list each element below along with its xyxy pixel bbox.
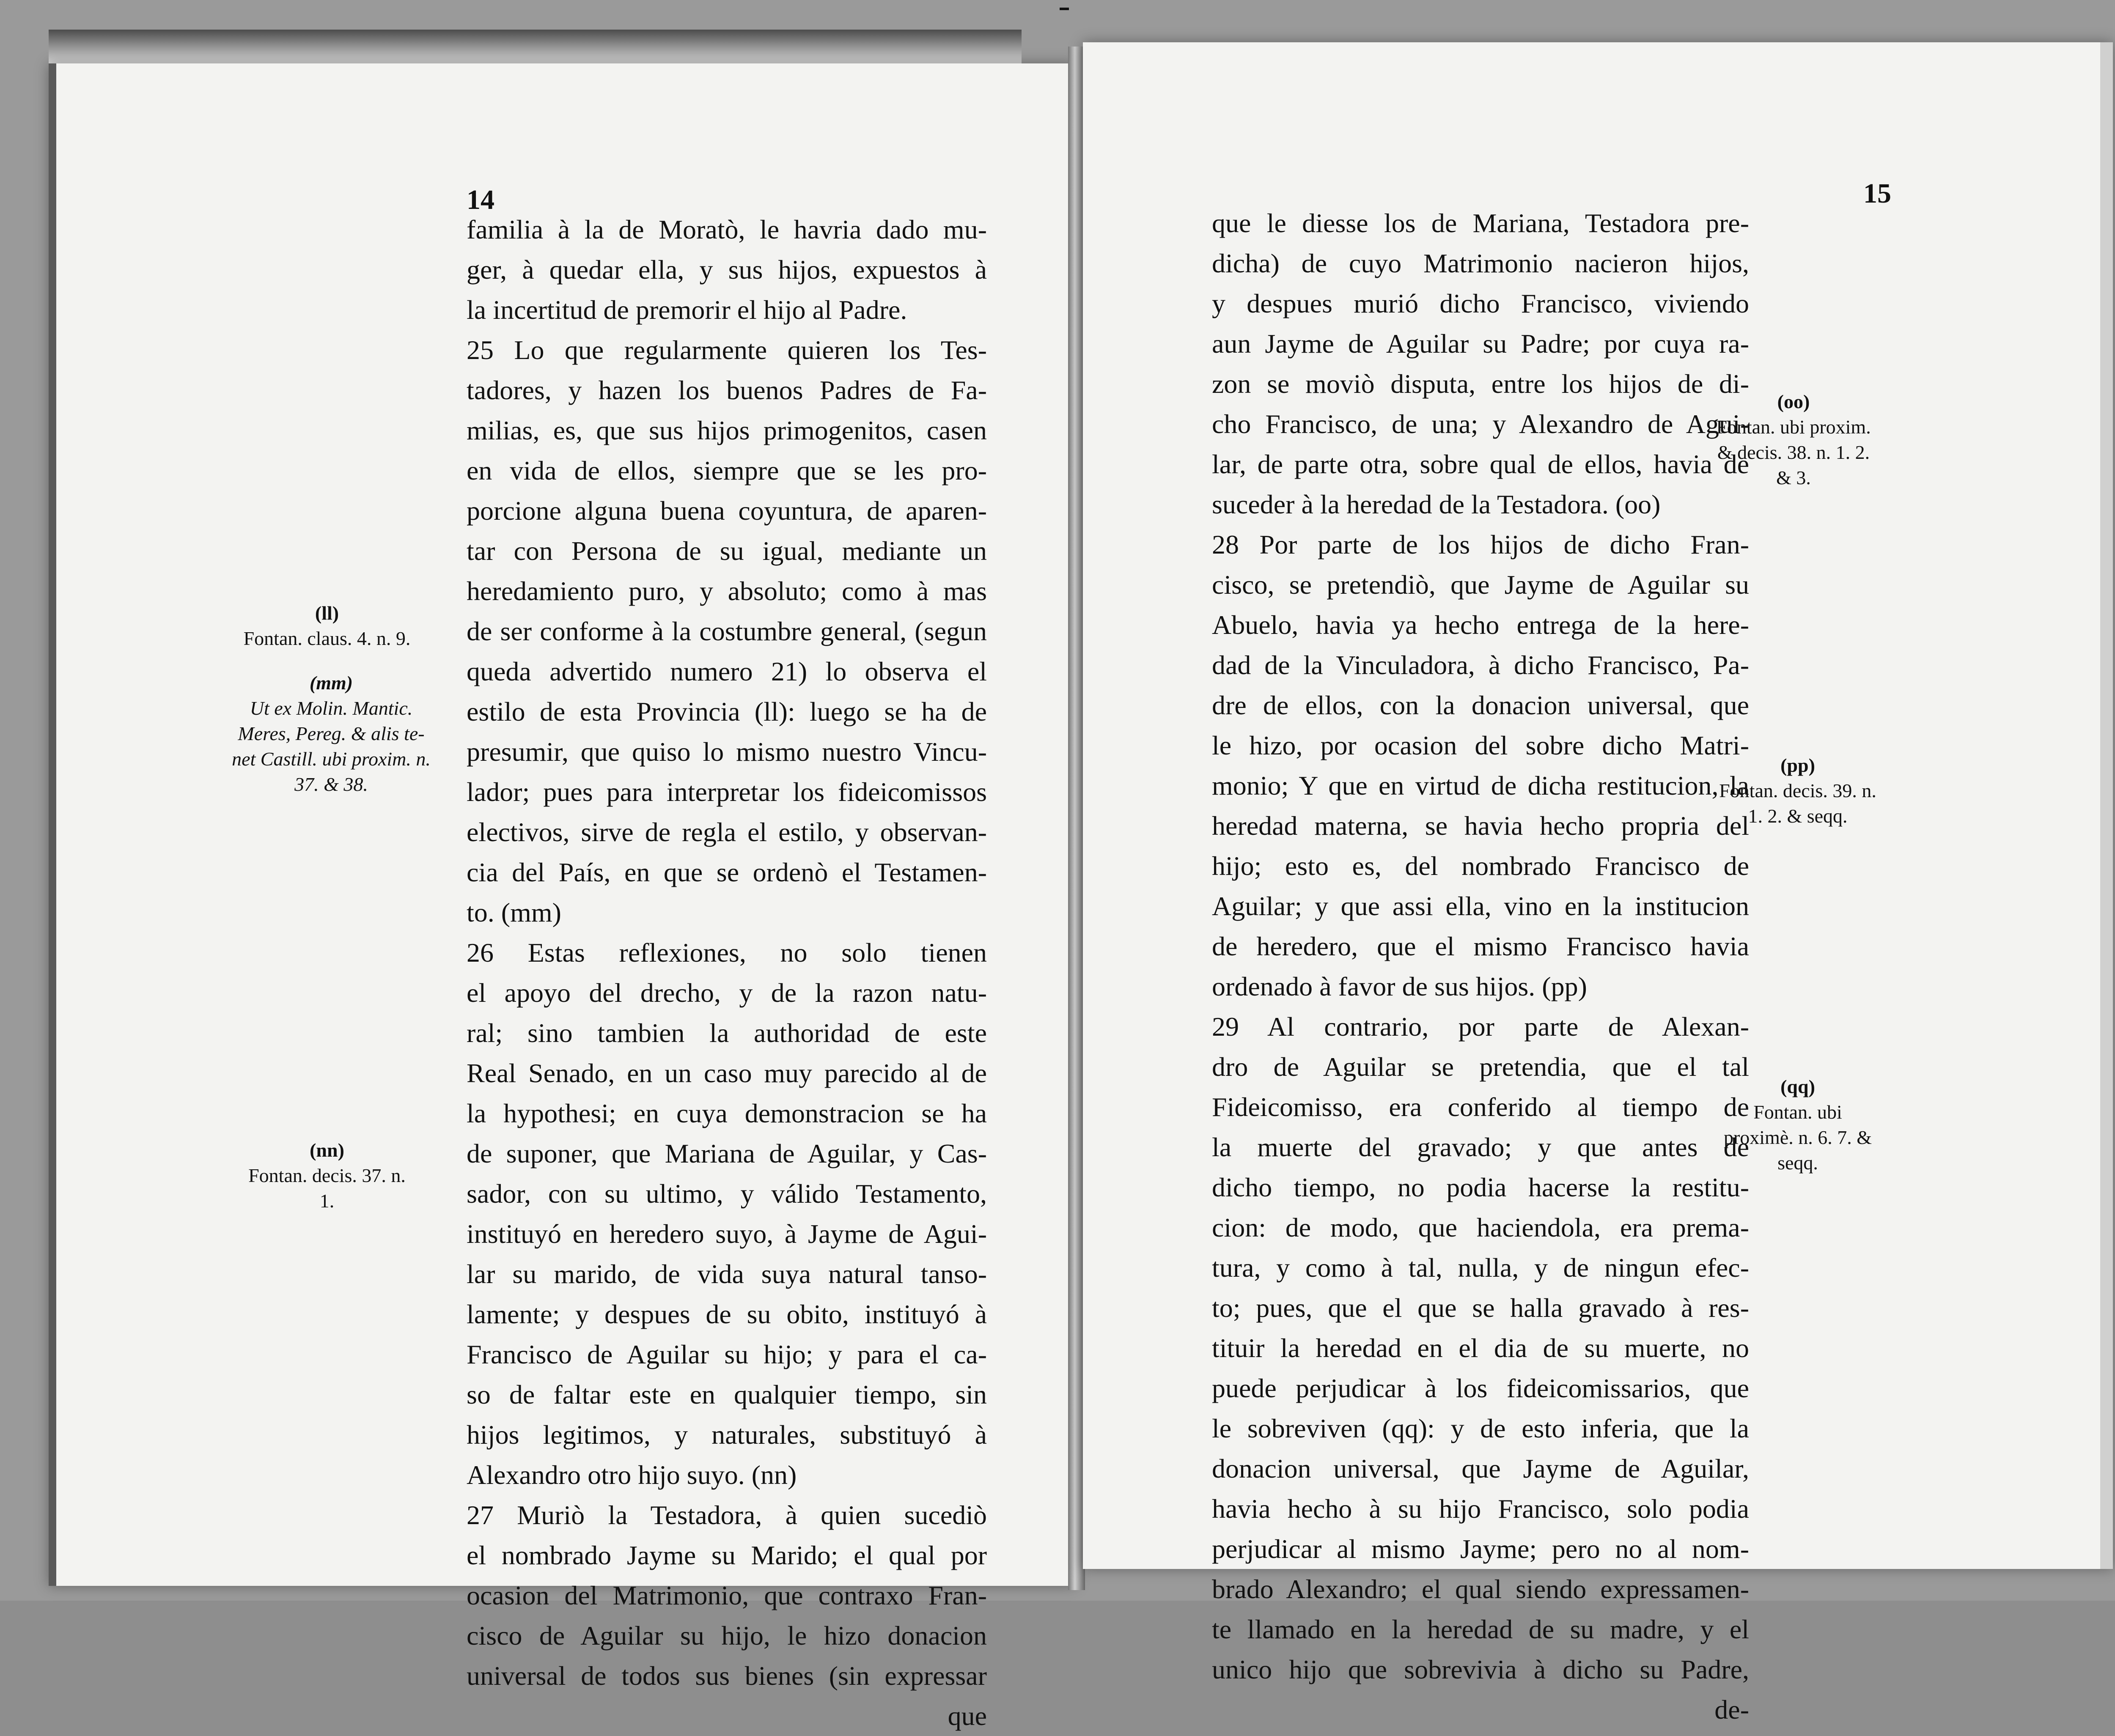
text-line: cisco, se pretendiò, que Jayme de Aguilar su xyxy=(1212,570,1749,600)
text-line: perjudicar al mismo Jayme; pero no al nom- xyxy=(1212,1534,1749,1564)
text-line: to. (mm) xyxy=(467,897,561,927)
footnote-mark: (ll) xyxy=(315,602,339,624)
text-line: lador; pues para interpretar los fideicomissos xyxy=(467,777,987,807)
footnote-ll xyxy=(242,601,412,651)
text-line: universal de todos sus bienes (sin expressar xyxy=(467,1661,987,1691)
footnote-text: Fontan. decis. 39. n. 1. 2. & seqq. xyxy=(1719,780,1876,827)
page-number: 15 xyxy=(1863,178,1891,209)
text-line: 27 Muriò la Testadora, à quien sucediò xyxy=(467,1500,987,1530)
book-gutter xyxy=(1068,47,1085,1590)
page-edge-top xyxy=(49,30,1022,63)
text-line: dicha) de cuyo Matrimonio nacieron hijos, xyxy=(1212,248,1749,278)
footnote-text: Ut ex Molin. Mantic. Meres, Pereg. & alis te- net Castill. ubi proxim. n. 37. & 38. xyxy=(232,697,431,795)
text-line: ger, à quedar ella, y sus hijos, expuestos à xyxy=(467,255,987,285)
catchword: de- xyxy=(1714,1695,1749,1725)
text-line: electivos, sirve de regla el estilo, y observan- xyxy=(467,817,987,847)
text-line: el nombrado Jayme su Marido; el qual por xyxy=(467,1540,987,1570)
text-line: monio; Y que en virtud de dicha restitucion, la xyxy=(1212,771,1749,801)
text-line: y despues murió dicho Francisco, viviendo xyxy=(1212,288,1749,318)
text-line: Aguilar; y que assi ella, vino en la institucion xyxy=(1212,891,1749,921)
text-line: de suponer, que Mariana de Aguilar, y Cas- xyxy=(467,1138,987,1168)
left-page xyxy=(49,63,1076,1731)
text-line: cho Francisco, de una; y Alexandro de Agui- xyxy=(1212,409,1749,439)
footnote-text: Fontan. ubi proxim. & decis. 38. n. 1. 2. & 3. xyxy=(1716,416,1871,488)
text-line: heredamiento puro, y absoluto; como à mas xyxy=(467,576,987,606)
text-line: milias, es, que sus hijos primogenitos, casen xyxy=(467,415,987,445)
text-line: presumir, que quiso lo mismo nuestro Vincu- xyxy=(467,737,987,767)
text-line: dad de la Vinculadora, à dicho Francisco, Pa- xyxy=(1212,650,1749,680)
footnote-qq xyxy=(1717,1074,1878,1176)
text-line: de heredero, que el mismo Francisco havia xyxy=(1212,931,1749,961)
text-line: Real Senado, en un caso muy parecido al de xyxy=(467,1058,987,1088)
text-line: aun Jayme de Aguilar su Padre; por cuya ra- xyxy=(1212,329,1749,359)
text-line: ocasion del Matrimonio, que contraxo Fran- xyxy=(467,1580,987,1610)
text-line: que le diesse los de Mariana, Testadora pre- xyxy=(1212,208,1749,238)
text-line: en vida de ellos, siempre que se les pro- xyxy=(467,455,987,485)
text-line: puede perjudicar à los fideicomissarios, que xyxy=(1212,1373,1749,1403)
text-line: queda advertido numero 21) lo observa el xyxy=(467,656,987,686)
catchword: que xyxy=(948,1701,987,1731)
text-line: 28 Por parte de los hijos de dicho Fran- xyxy=(1212,529,1749,559)
text-line: tituir la heredad en el dia de su muerte, no xyxy=(1212,1333,1749,1363)
text-line: 26 Estas reflexiones, no solo tienen xyxy=(467,938,987,968)
text-line: 25 Lo que regularmente quieren los Tes- xyxy=(467,335,987,365)
top-mark xyxy=(1060,8,1069,10)
text-line: ral; sino tambien la authoridad de este xyxy=(467,1018,987,1048)
text-line: Abuelo, havia ya hecho entrega de la here- xyxy=(1212,610,1749,640)
text-line: la muerte del gravado; y que antes de xyxy=(1212,1132,1749,1162)
text-line: to; pues, que el que se halla gravado à res- xyxy=(1212,1293,1749,1323)
text-line: so de faltar este en qualquier tiempo, sin xyxy=(467,1379,987,1410)
footnote-text: Fontan. claus. 4. n. 9. xyxy=(243,628,411,649)
text-line: la incertitud de premorir el hijo al Padre. xyxy=(467,295,907,325)
text-line: donacion universal, que Jayme de Aguilar, xyxy=(1212,1454,1749,1484)
text-line: cia del País, en que se ordenò el Testamen- xyxy=(467,857,987,887)
footnote-mm xyxy=(225,670,437,797)
text-line: dro de Aguilar se pretendia, que el tal xyxy=(1212,1052,1749,1082)
text-line: el apoyo del drecho, y de la razon natu- xyxy=(467,978,987,1008)
text-line: le hizo, por ocasion del sobre dicho Matri- xyxy=(1212,730,1749,760)
text-line: sador, con su ultimo, y válido Testamento, xyxy=(467,1179,987,1209)
text-line: heredad materna, se havia hecho propria del xyxy=(1212,811,1749,841)
text-line: havia hecho à su hijo Francisco, solo podia xyxy=(1212,1494,1749,1524)
text-line: le sobreviven (qq): y de esto inferia, que la xyxy=(1212,1413,1749,1443)
text-line: tura, y como à tal, nulla, y de ningun efec- xyxy=(1212,1253,1749,1283)
right-text-column xyxy=(1212,203,1749,1730)
text-line: dre de ellos, con la donacion universal, que xyxy=(1212,690,1749,720)
text-line: zon se moviò disputa, entre los hijos de di- xyxy=(1212,369,1749,399)
text-line: cion: de modo, que haciendola, era prema- xyxy=(1212,1212,1749,1242)
text-line: tadores, y hazen los buenos Padres de Fa- xyxy=(467,375,987,405)
footnote-text: Fontan. ubi proximè. n. 6. 7. & seqq. xyxy=(1723,1101,1872,1174)
text-line: Fideicomisso, era conferido al tiempo de xyxy=(1212,1092,1749,1122)
text-line: Alexandro otro hijo suyo. (nn) xyxy=(467,1460,797,1490)
footnote-mark: (pp) xyxy=(1780,754,1815,776)
text-line: unico hijo que sobrevivia à dicho su Padre, xyxy=(1212,1654,1749,1684)
footnote-mark: (nn) xyxy=(310,1139,344,1161)
text-line: dicho tiempo, no podia hacerse la restitu- xyxy=(1212,1172,1749,1202)
text-line: instituyó en heredero suyo, à Jayme de Agui- xyxy=(467,1219,987,1249)
text-line: la hypothesi; en cuya demonstracion se ha xyxy=(467,1098,987,1128)
text-line: suceder à la heredad de la Testadora. (oo) xyxy=(1212,489,1661,519)
text-line: tar con Persona de su igual, mediante un xyxy=(467,536,987,566)
text-line: ordenado à favor de sus hijos. (pp) xyxy=(1212,971,1587,1001)
text-line: lar su marido, de vida suya natural tanso- xyxy=(467,1259,987,1289)
page-number: 14 xyxy=(467,184,494,215)
footnote-text: Fontan. decis. 37. n. 1. xyxy=(248,1165,406,1212)
text-line: estilo de esta Provincia (ll): luego se ha de xyxy=(467,697,987,727)
footnote-mark: (oo) xyxy=(1777,391,1810,412)
footnote-nn xyxy=(242,1138,412,1214)
text-line: te llamado en la heredad de su madre, y el xyxy=(1212,1614,1749,1644)
text-line: familia à la de Moratò, le havria dado mu- xyxy=(467,214,987,244)
left-text-column xyxy=(467,209,987,1736)
text-line: brado Alexandro; el qual siendo expressamen- xyxy=(1212,1574,1749,1604)
text-line: cisco de Aguilar su hijo, le hizo donacion xyxy=(467,1621,987,1651)
text-line: porcione alguna buena coyuntura, de aparen- xyxy=(467,496,987,526)
footnote-mark: (qq) xyxy=(1780,1076,1815,1097)
text-line: lamente; y despues de su obito, instituyó à xyxy=(467,1299,987,1329)
footnote-pp xyxy=(1717,753,1878,829)
right-page xyxy=(1083,42,2113,1725)
text-line: 29 Al contrario, por parte de Alexan- xyxy=(1212,1012,1749,1042)
text-line: hijo; esto es, del nombrado Francisco de xyxy=(1212,851,1749,881)
footnote-oo xyxy=(1709,389,1878,491)
text-line: hijos legitimos, y naturales, substituyó à xyxy=(467,1420,987,1450)
footnote-mark: (mm) xyxy=(309,672,353,694)
text-line: Francisco de Aguilar su hijo; y para el ca- xyxy=(467,1339,987,1369)
text-line: de ser conforme à la costumbre general, (segun xyxy=(467,616,987,646)
text-line: lar, de parte otra, sobre qual de ellos, havia de xyxy=(1212,449,1749,479)
